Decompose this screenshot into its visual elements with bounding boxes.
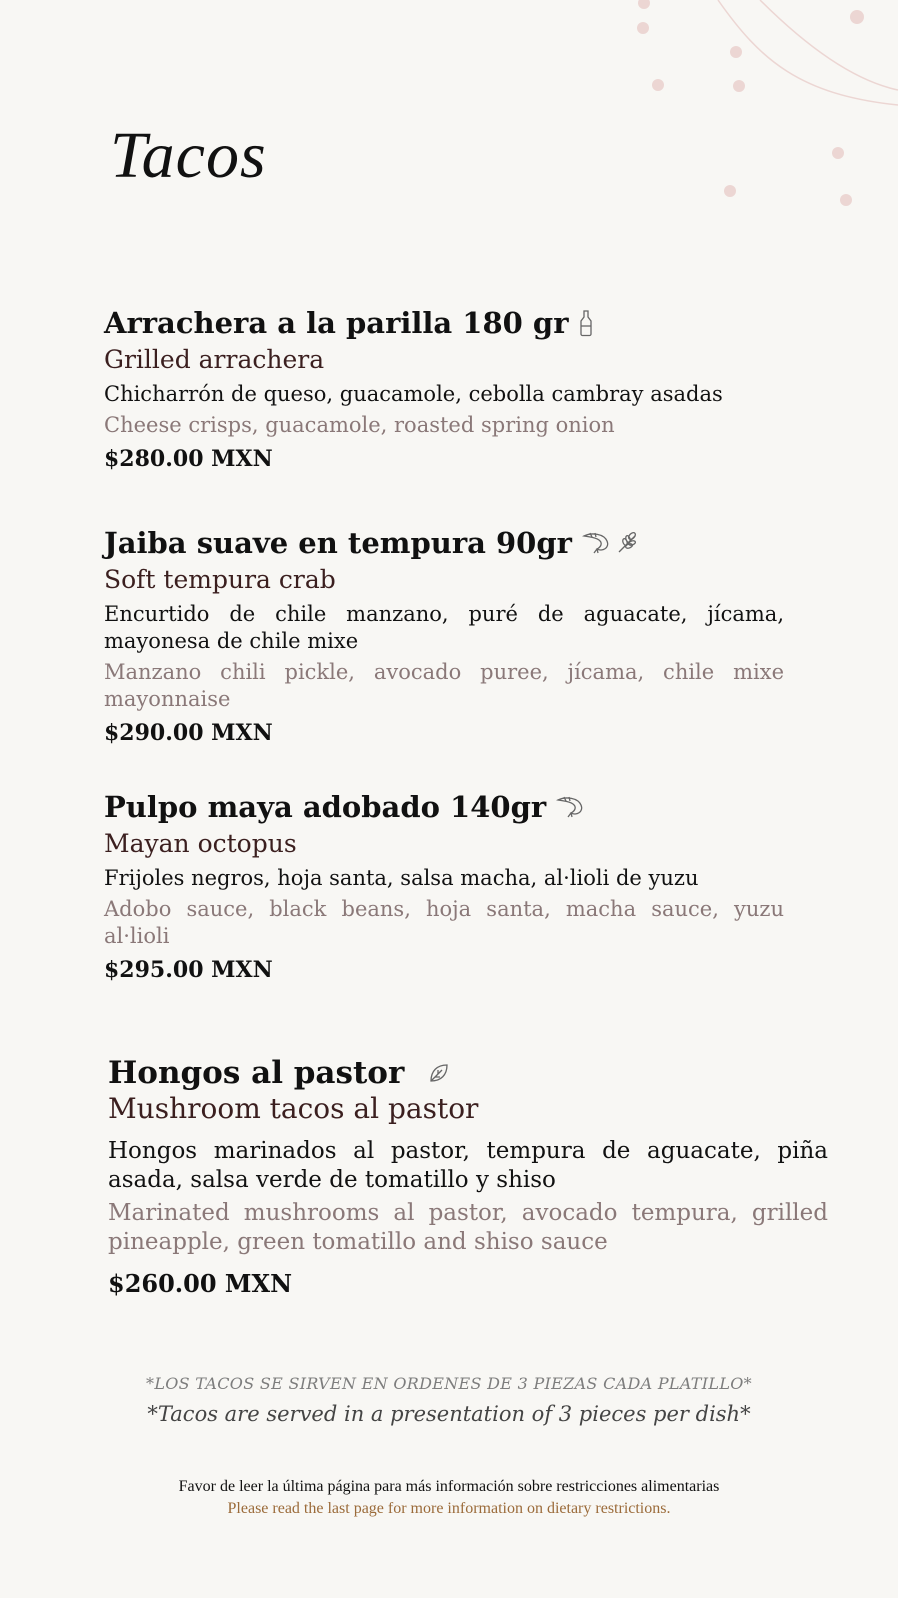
shrimp-icon	[556, 795, 586, 819]
item-name: Pulpo maya adobado 140gr	[104, 790, 547, 824]
item-description: Encurtido de chile manzano, puré de aguacate, jícama, mayonesa de chile mixe	[104, 602, 784, 653]
item-description: Hongos marinados al pastor, tempura de aguacate, piña asada, salsa verde de tomatillo y shiso	[108, 1138, 828, 1193]
item-name-en: Mushroom tacos al pastor	[108, 1092, 479, 1125]
serving-note-es: *LOS TACOS SE SIRVEN EN ORDENES DE 3 PIEZAS CADA PLATILLO*	[146, 1374, 752, 1393]
serving-note-en: *Tacos are served in a presentation of 3 pieces per dish*	[147, 1402, 751, 1426]
menu-item-hongos	[108, 1055, 828, 1299]
page-title: Tacos	[110, 119, 267, 192]
item-name: Arrachera a la parilla 180 gr	[104, 306, 569, 340]
item-description-en: Cheese crisps, guacamole, roasted spring onion	[104, 413, 615, 437]
item-description-en: Adobo sauce, black beans, hoja santa, macha sauce, yuzu al·lioli	[104, 897, 784, 948]
item-description-en: Manzano chili pickle, avocado puree, jícama, chile mixe mayonnaise	[104, 660, 784, 711]
item-price: $260.00 MXN	[108, 1269, 293, 1298]
item-price: $295.00 MXN	[104, 957, 273, 983]
item-name: Hongos al pastor	[108, 1055, 405, 1091]
item-name-row	[108, 1055, 828, 1091]
menu-item-jaiba	[104, 525, 784, 748]
item-name-row	[104, 789, 784, 825]
item-name-en: Grilled arrachera	[104, 345, 325, 374]
item-description: Chicharrón de queso, guacamole, cebolla cambray asadas	[104, 382, 723, 406]
item-name-en: Mayan octopus	[104, 829, 297, 858]
item-description-en: Marinated mushrooms al pastor, avocado tempura, grilled pineapple, green tomatillo and shiso sauce	[108, 1200, 828, 1255]
item-price: $280.00 MXN	[104, 446, 273, 472]
wheat-icon	[616, 531, 640, 555]
item-price: $290.00 MXN	[104, 720, 273, 746]
shrimp-icon	[582, 531, 612, 555]
menu-item-arrachera	[104, 305, 784, 474]
bottle-icon	[578, 309, 594, 337]
footer-note-es: Favor de leer la última página para más información sobre restricciones alimentarias	[178, 1478, 720, 1495]
menu-item-pulpo	[104, 789, 784, 985]
leaf-icon	[428, 1062, 450, 1084]
item-name: Jaiba suave en tempura 90gr	[104, 526, 572, 560]
item-description: Frijoles negros, hoja santa, salsa macha, al·lioli de yuzu	[104, 866, 699, 890]
item-name-row	[104, 305, 784, 341]
item-name-row	[104, 525, 784, 561]
item-name-en: Soft tempura crab	[104, 565, 336, 594]
footer-note-en: Please read the last page for more information on dietary restrictions.	[227, 1500, 671, 1517]
